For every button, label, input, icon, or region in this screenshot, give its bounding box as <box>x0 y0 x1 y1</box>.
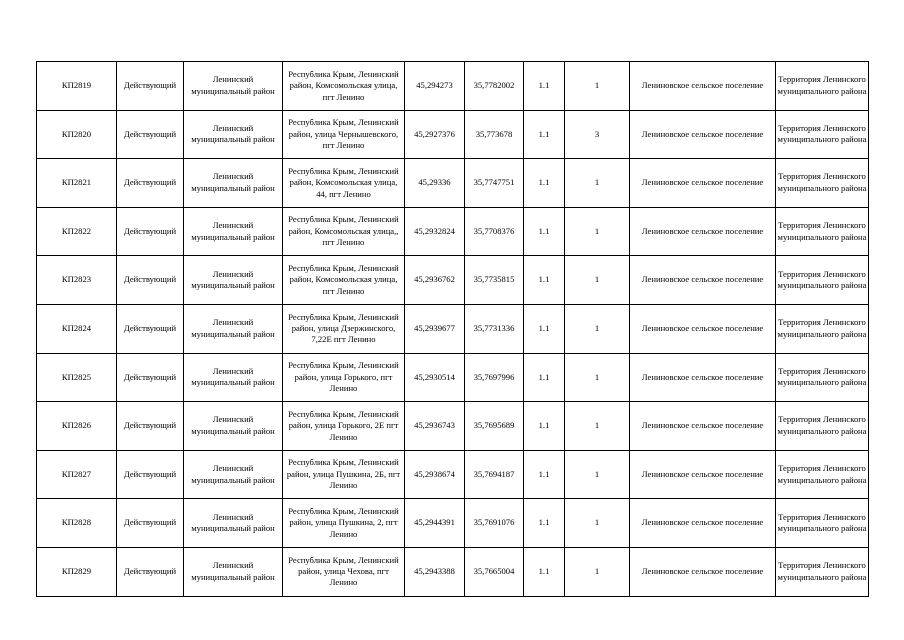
cell-status: Действующий <box>117 402 184 451</box>
cell-count: 1 <box>565 499 630 548</box>
cell-longitude: 35,7747751 <box>465 159 524 208</box>
cell-container-id: КП2823 <box>37 256 117 305</box>
cell-longitude: 35,7694187 <box>465 450 524 499</box>
cell-settlement: Лениновское сельское поселение <box>630 353 776 402</box>
cell-latitude: 45,2936743 <box>405 402 465 451</box>
cell-settlement: Лениновское сельское поселение <box>630 304 776 353</box>
cell-status: Действующий <box>117 207 184 256</box>
cell-volume: 1.1 <box>524 402 565 451</box>
cell-settlement: Лениновское сельское поселение <box>630 402 776 451</box>
cell-volume: 1.1 <box>524 304 565 353</box>
cell-status: Действующий <box>117 547 184 596</box>
cell-latitude: 45,2936762 <box>405 256 465 305</box>
cell-longitude: 35,7665004 <box>465 547 524 596</box>
table-body <box>37 62 869 597</box>
cell-count: 1 <box>565 547 630 596</box>
table-row <box>37 353 869 402</box>
table-row <box>37 159 869 208</box>
cell-latitude: 45,2932824 <box>405 207 465 256</box>
cell-territory: Территория Ленинского муниципального района <box>776 499 869 548</box>
cell-latitude: 45,2927376 <box>405 110 465 159</box>
cell-settlement: Лениновское сельское поселение <box>630 207 776 256</box>
cell-count: 1 <box>565 402 630 451</box>
cell-container-id: КП2829 <box>37 547 117 596</box>
cell-longitude: 35,7782002 <box>465 62 524 111</box>
table-row <box>37 110 869 159</box>
cell-volume: 1.1 <box>524 110 565 159</box>
cell-longitude: 35,7708376 <box>465 207 524 256</box>
cell-district: Ленинский муниципальный район <box>184 159 283 208</box>
cell-district: Ленинский муниципальный район <box>184 256 283 305</box>
cell-district: Ленинский муниципальный район <box>184 499 283 548</box>
cell-district: Ленинский муниципальный район <box>184 207 283 256</box>
cell-container-id: КП2827 <box>37 450 117 499</box>
cell-settlement: Лениновское сельское поселение <box>630 499 776 548</box>
cell-count: 1 <box>565 256 630 305</box>
cell-district: Ленинский муниципальный район <box>184 62 283 111</box>
cell-container-id: КП2825 <box>37 353 117 402</box>
cell-count: 3 <box>565 110 630 159</box>
cell-address: Республика Крым, Ленинский район, улица Горького, пгт Ленино <box>283 353 405 402</box>
cell-territory: Территория Ленинского муниципального района <box>776 256 869 305</box>
cell-address: Республика Крым, Ленинский район, улица Дзержинского, 7,22Е пгт Ленино <box>283 304 405 353</box>
cell-territory: Территория Ленинского муниципального района <box>776 353 869 402</box>
cell-settlement: Лениновское сельское поселение <box>630 110 776 159</box>
cell-container-id: КП2828 <box>37 499 117 548</box>
cell-territory: Территория Ленинского муниципального района <box>776 304 869 353</box>
cell-volume: 1.1 <box>524 159 565 208</box>
cell-volume: 1.1 <box>524 499 565 548</box>
table-row <box>37 207 869 256</box>
cell-status: Действующий <box>117 499 184 548</box>
cell-district: Ленинский муниципальный район <box>184 547 283 596</box>
cell-latitude: 45,294273 <box>405 62 465 111</box>
cell-territory: Территория Ленинского муниципального района <box>776 159 869 208</box>
cell-address: Республика Крым, Ленинский район, улица Чернышевского, пгт Ленино <box>283 110 405 159</box>
cell-longitude: 35,7735815 <box>465 256 524 305</box>
cell-container-id: КП2820 <box>37 110 117 159</box>
cell-settlement: Лениновское сельское поселение <box>630 62 776 111</box>
cell-volume: 1.1 <box>524 62 565 111</box>
cell-count: 1 <box>565 353 630 402</box>
cell-container-id: КП2824 <box>37 304 117 353</box>
cell-address: Республика Крым, Ленинский район, Комсомольская улица, 44, пгт Ленино <box>283 159 405 208</box>
cell-territory: Территория Ленинского муниципального района <box>776 450 869 499</box>
cell-district: Ленинский муниципальный район <box>184 353 283 402</box>
cell-latitude: 45,2938674 <box>405 450 465 499</box>
cell-district: Ленинский муниципальный район <box>184 450 283 499</box>
cell-address: Республика Крым, Ленинский район, улица Чехова, пгт Ленино <box>283 547 405 596</box>
cell-count: 1 <box>565 207 630 256</box>
cell-volume: 1.1 <box>524 547 565 596</box>
table-row <box>37 256 869 305</box>
cell-volume: 1.1 <box>524 450 565 499</box>
cell-latitude: 45,2944391 <box>405 499 465 548</box>
cell-status: Действующий <box>117 256 184 305</box>
cell-longitude: 35,7695689 <box>465 402 524 451</box>
cell-settlement: Лениновское сельское поселение <box>630 547 776 596</box>
cell-longitude: 35,7691076 <box>465 499 524 548</box>
cell-status: Действующий <box>117 110 184 159</box>
cell-status: Действующий <box>117 353 184 402</box>
cell-address: Республика Крым, Ленинский район, Комсомольская улица, пгт Ленино <box>283 62 405 111</box>
cell-container-id: КП2826 <box>37 402 117 451</box>
cell-latitude: 45,2930514 <box>405 353 465 402</box>
cell-count: 1 <box>565 450 630 499</box>
table-row <box>37 547 869 596</box>
table-row <box>37 499 869 548</box>
cell-address: Республика Крым, Ленинский район, Комсомольская улица, пгт Ленино <box>283 256 405 305</box>
cell-status: Действующий <box>117 62 184 111</box>
cell-status: Действующий <box>117 304 184 353</box>
cell-settlement: Лениновское сельское поселение <box>630 450 776 499</box>
cell-longitude: 35,7731336 <box>465 304 524 353</box>
cell-status: Действующий <box>117 450 184 499</box>
cell-count: 1 <box>565 304 630 353</box>
cell-volume: 1.1 <box>524 256 565 305</box>
cell-volume: 1.1 <box>524 207 565 256</box>
cell-longitude: 35,7697996 <box>465 353 524 402</box>
cell-latitude: 45,2939677 <box>405 304 465 353</box>
table-row <box>37 62 869 111</box>
cell-district: Ленинский муниципальный район <box>184 110 283 159</box>
cell-status: Действующий <box>117 159 184 208</box>
registry-table <box>36 61 869 597</box>
cell-territory: Территория Ленинского муниципального района <box>776 402 869 451</box>
cell-container-id: КП2821 <box>37 159 117 208</box>
cell-address: Республика Крым, Ленинский район, улица Пушкина, 2, пгт Ленино <box>283 499 405 548</box>
cell-territory: Территория Ленинского муниципального района <box>776 547 869 596</box>
cell-district: Ленинский муниципальный район <box>184 304 283 353</box>
cell-settlement: Лениновское сельское поселение <box>630 256 776 305</box>
cell-settlement: Лениновское сельское поселение <box>630 159 776 208</box>
table-row <box>37 402 869 451</box>
cell-count: 1 <box>565 159 630 208</box>
cell-container-id: КП2819 <box>37 62 117 111</box>
cell-territory: Территория Ленинского муниципального района <box>776 62 869 111</box>
cell-count: 1 <box>565 62 630 111</box>
cell-container-id: КП2822 <box>37 207 117 256</box>
cell-latitude: 45,29336 <box>405 159 465 208</box>
cell-territory: Территория Ленинского муниципального района <box>776 110 869 159</box>
cell-address: Республика Крым, Ленинский район, улица Горького, 2Е пгт Ленино <box>283 402 405 451</box>
cell-address: Республика Крым, Ленинский район, улица Пушкина, 2Б, пгт Ленино <box>283 450 405 499</box>
cell-longitude: 35,773678 <box>465 110 524 159</box>
table-row <box>37 450 869 499</box>
cell-territory: Территория Ленинского муниципального района <box>776 207 869 256</box>
cell-volume: 1.1 <box>524 353 565 402</box>
table-row <box>37 304 869 353</box>
cell-address: Республика Крым, Ленинский район, Комсомольская улица,, пгт Ленино <box>283 207 405 256</box>
cell-latitude: 45,2943388 <box>405 547 465 596</box>
cell-district: Ленинский муниципальный район <box>184 402 283 451</box>
